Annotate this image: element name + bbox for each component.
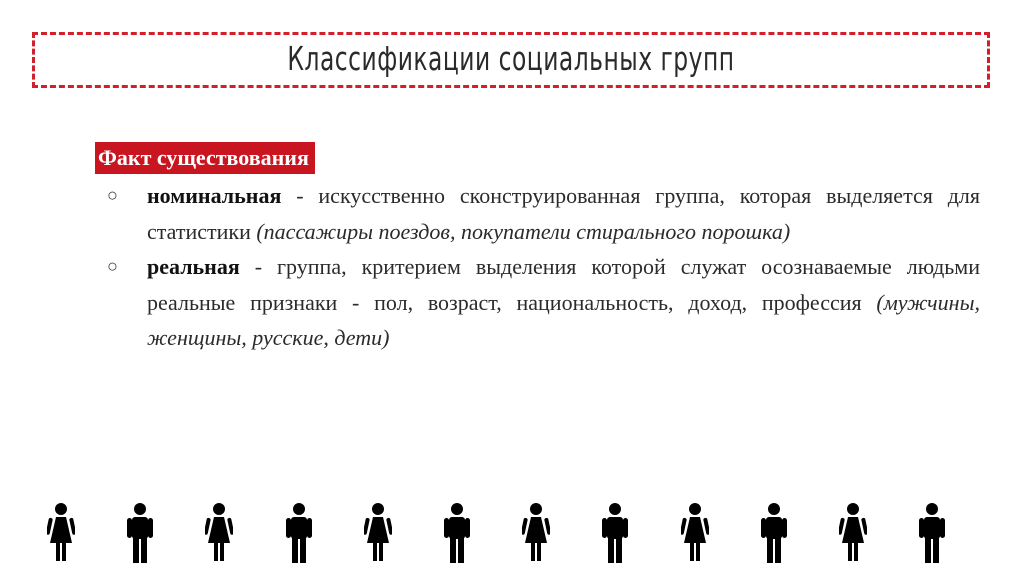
female-icon <box>681 503 709 563</box>
male-icon <box>285 503 313 563</box>
example-real: (мужчины, женщины, русские, дети) <box>147 289 980 350</box>
title-frame <box>32 32 990 88</box>
list-item-nominal <box>100 178 980 249</box>
female-icon <box>47 503 75 563</box>
term-nominal: номинальная <box>147 183 282 208</box>
content <box>100 178 980 356</box>
people-row <box>0 503 1024 563</box>
bullet-circle-icon: ○ <box>107 185 118 205</box>
list-item-real <box>100 249 980 356</box>
male-icon <box>443 503 471 563</box>
female-icon <box>522 503 550 563</box>
male-icon <box>601 503 629 563</box>
female-icon <box>839 503 867 563</box>
term-real: реальная <box>147 254 240 279</box>
slide-title: Классификации социальных групп <box>287 41 735 79</box>
example-nominal: (пассажиры поездов, покупатели стирального порошка) <box>256 218 791 244</box>
male-icon <box>126 503 154 563</box>
definition-nominal: - искусственно сконструированная группа, которая выделяется для статистики <box>147 183 980 244</box>
male-icon <box>760 503 788 563</box>
definition-real: - группа, критерием выделения которой служат осознаваемые людьми реальные признаки - пол, возраст, национальность, доход, профессия <box>147 254 980 315</box>
female-icon <box>205 503 233 563</box>
section-tag: Факт существования <box>95 142 315 174</box>
male-icon <box>918 503 946 563</box>
bullet-circle-icon: ○ <box>107 256 118 276</box>
female-icon <box>364 503 392 563</box>
